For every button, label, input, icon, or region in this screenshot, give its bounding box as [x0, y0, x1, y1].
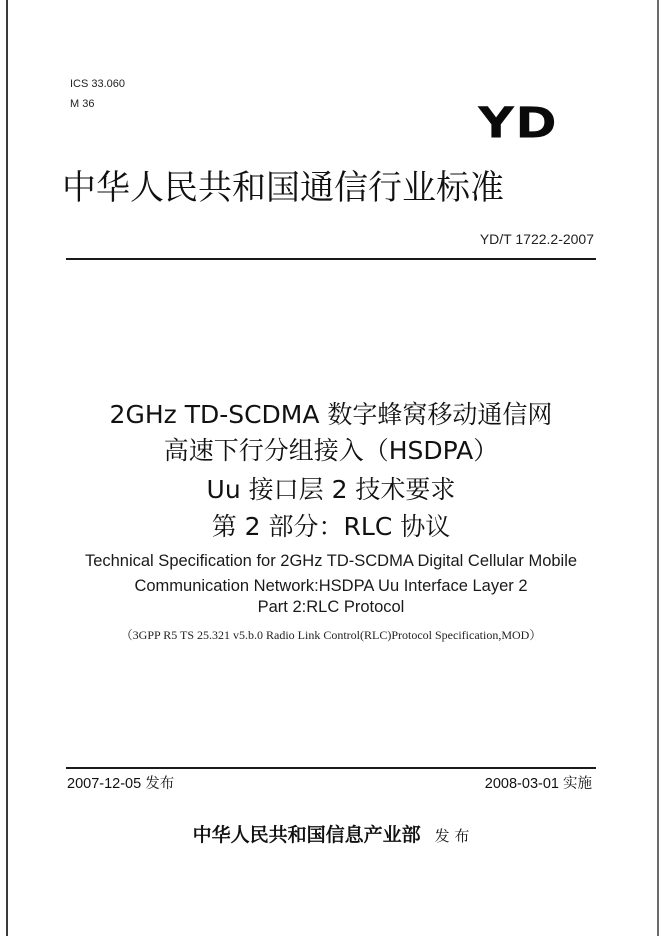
cn-title-line-3: Uu 接口层 2 技术要求 — [206, 475, 456, 504]
en-title-line-3: Part 2:RLC Protocol — [257, 598, 405, 616]
yd-logo: YD — [478, 98, 558, 148]
issuer-line — [0, 820, 662, 847]
issue-date: 2007-12-05 发布 — [67, 776, 175, 792]
cn-title-line-4: 第 2 部分：RLC 协议 — [211, 512, 451, 541]
standard-title: 中华人民共和国通信行业标准 — [62, 168, 504, 208]
en-title-line-1: Technical Specification for 2GHz TD-SCDMA Digital Cellular Mobile — [84, 552, 578, 570]
cn-title-line-2: 高速下行分组接入（HSDPA） — [163, 436, 499, 465]
classification-code: M 36 — [70, 98, 95, 110]
page-edge-left — [6, 0, 8, 936]
en-title-note: （3GPP R5 TS 25.321 v5.b.0 Radio Link Control(RLC)Protocol Specification,MOD） — [120, 628, 542, 642]
ics-code: ICS 33.060 — [70, 78, 126, 90]
page-edge-right — [657, 0, 659, 936]
en-title-line-2: Communication Network:HSDPA Uu Interface Layer 2 — [134, 577, 528, 595]
cn-title-line-1: 2GHz TD-SCDMA 数字蜂窝移动通信网 — [109, 400, 553, 429]
implementation-date: 2008-03-01 实施 — [484, 776, 592, 792]
issuer-action: 发 布 — [434, 827, 470, 845]
header-divider — [66, 258, 596, 260]
issuer-name: 中华人民共和国信息产业部 — [192, 824, 421, 846]
standard-number: YD/T 1722.2-2007 — [479, 231, 594, 247]
footer-divider — [66, 767, 596, 769]
